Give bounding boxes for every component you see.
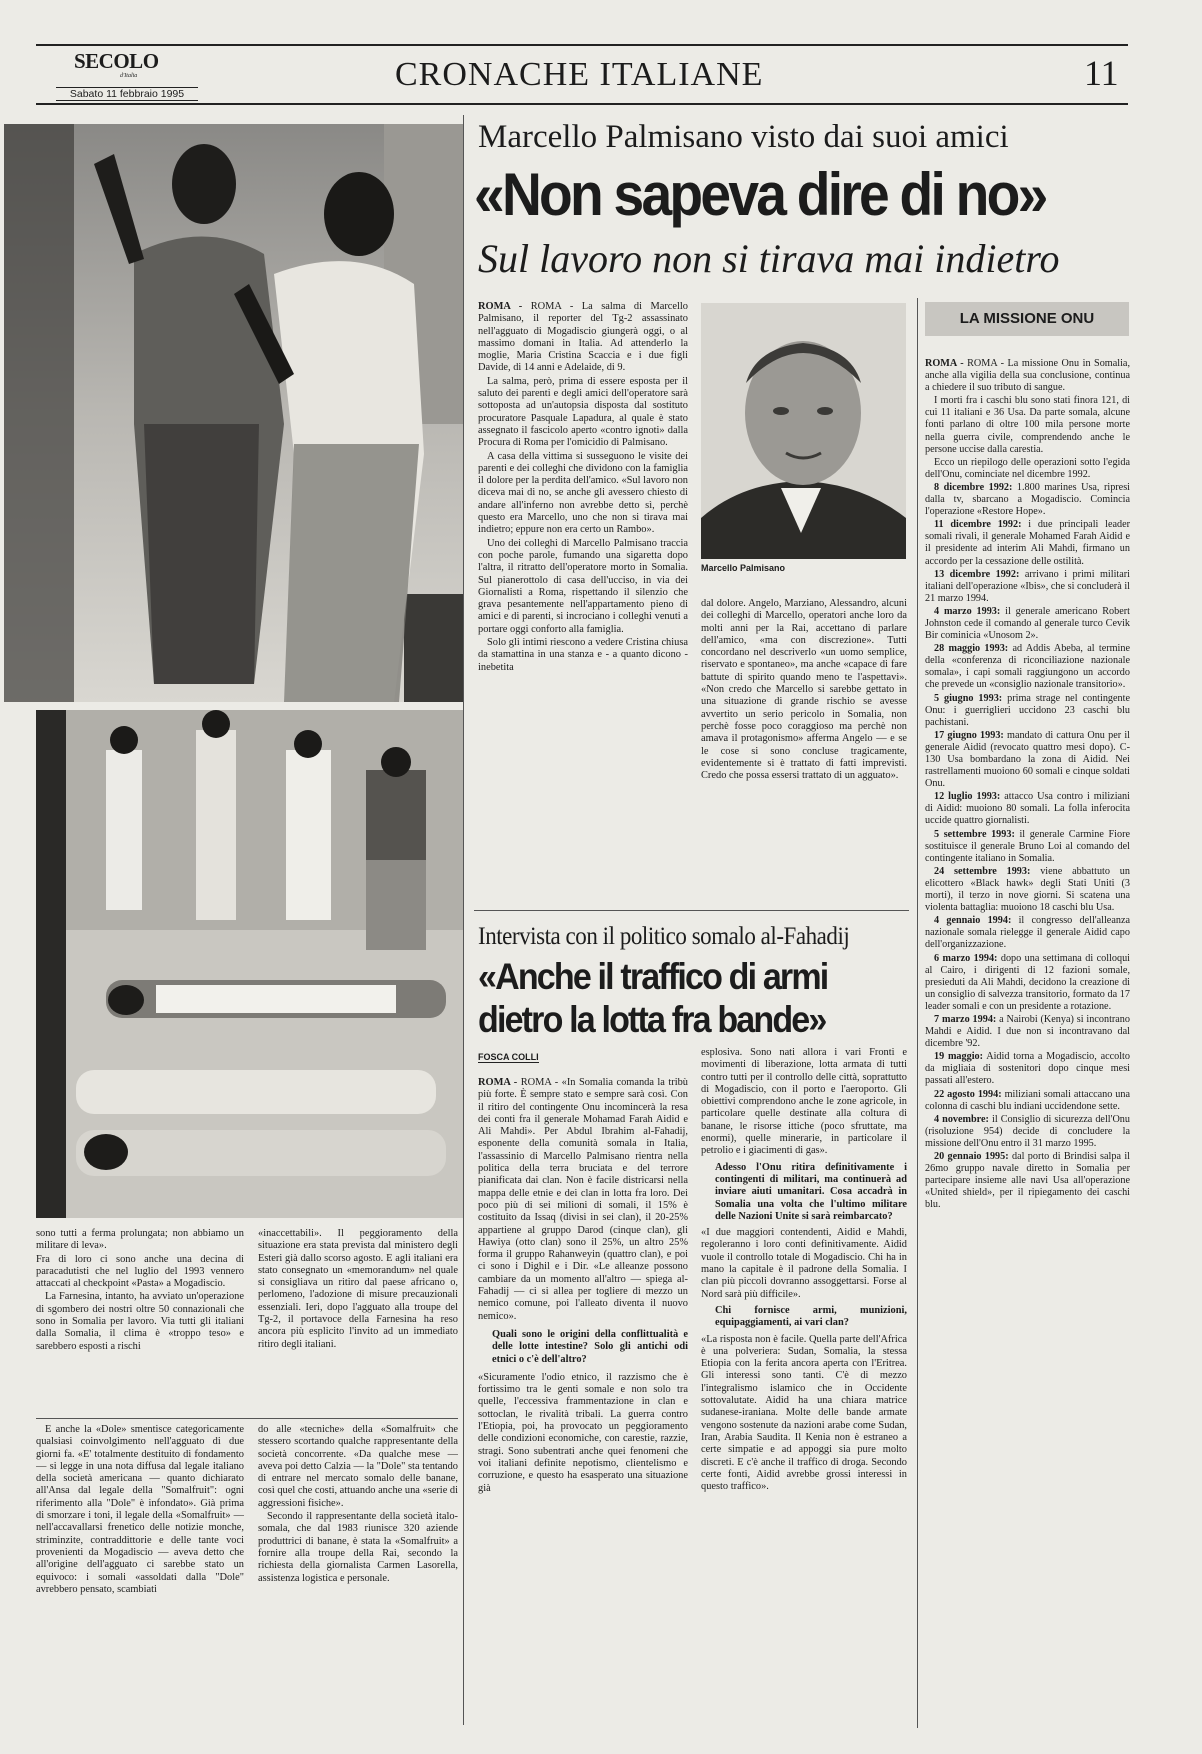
bottom-col1: [36, 1228, 244, 1418]
main-col1-p3: A casa della vittima si susseguono le visite dei parenti e dei colleghi che dividono con la famiglia il dolore per la perdita dell'amico. «Sul lavoro non diceva mai di no, se anche gli avessero chiesto di andare all'inferno non avrebbe detto sì, perchè questo era Marcello, uno che non si tirava mai indietro; eppure non era certo un Rambo».: [478, 450, 688, 536]
timeline-entry-text: dopo una settimana di colloqui al Cairo, i dirigenti di 12 fazioni somale, presieduti da Ali Mahdi, decidono la creazione di un consiglio di salvezza transitorio, formato da 17 leader somali e con un presidente a rotazione.: [925, 952, 1130, 1012]
bottom-col2-p1: «inaccettabili». Il peggioramento della situazione era stata prevista dal ministero degli Esteri già dallo scorso agosto. E agli italiani era stato consegnato un «memorandum» nel quale si consigliava un ritiro dal paese africano o, perlomeno, l'adozione di misure precauzionali essenziali. Ieri, dopo l'agguato alla troupe del Tg-2, il portavoce della Farnesina ha reso ancora più esplicito l'invito ad un immediato ritiro degli italiani.: [258, 1228, 458, 1350]
timeline-entry-text: viene abbattuto un elicottero «Black hawk» degli Stati Uniti (3 morti), il terzo in nove giorni. Si scatena una violenta battaglia: muoiono 18 caschi blu Usa.: [925, 865, 1130, 914]
timeline-entry-date: 24 settembre 1993:: [934, 865, 1031, 877]
interview-col1: [478, 1077, 688, 1727]
timeline-entry-text: arrivano i primi militari italiani dell'operazione «Ibis», che si concluderà il 21 marzo 1994.: [925, 568, 1130, 604]
timeline-entry: [925, 791, 1130, 827]
main-col1-p2: La salma, però, prima di essere esposta per il saluto dei parenti e degli amici dell'operatore sarà sottoposta ad un'autopsia disposta dal sostituto procuratore Pasquale Lapadura, al quale è stato assegnato il fascicolo aperto «contro ignoti» dalla Procura di Roma per l'omicidio di Palmisano.: [478, 375, 688, 449]
timeline-entry-text: Aidid torna a Mogadiscio, accolto da migliaia di sostenitori dopo cinque mesi passati all'estero.: [925, 1051, 1130, 1087]
main-kicker: Marcello Palmisano visto dai suoi amici: [478, 119, 1009, 155]
timeline-entry-date: 19 maggio:: [934, 1051, 984, 1063]
interview-headline-line1: «Anche il traffico di armi: [478, 956, 828, 997]
timeline-entry-text: dal porto di Brindisi salpa il 26mo gruppo navale diretto in Somalia per partecipare insieme alle navi Usa all'operazione «United shield», per il ripiegamento dei caschi blu.: [925, 1151, 1130, 1211]
interview-question-3: Chi fornisce armi, munizioni, equipaggiamenti, ai vari clan?: [715, 1304, 907, 1329]
timeline-entry: [925, 829, 1130, 865]
timeline-entry-date: 4 gennaio 1994:: [934, 915, 1012, 927]
timeline-entry-date: 8 dicembre 1992:: [934, 481, 1013, 493]
issue-date: Sabato 11 febbraio 1995: [56, 87, 198, 101]
bottom-col1-p2: Fra di loro ci sono anche una decina di paracadutisti che nel luglio del 1993 vennero attaccati al checkpoint «Pasta» a Mogadiscio.: [36, 1253, 244, 1290]
bottom-col4-p2: Secondo il rappresentante della società italo-somala, che dal 1983 riunisce 320 aziende produttrici di banane, è stata la «Somalfruit» a fornire alla troupe della Rai, secondo la richiesta della giornalista Carmen Lasorella, assistenza logistica e personale.: [258, 1511, 458, 1584]
timeline-entry: [925, 569, 1130, 605]
interview-col2: [701, 1047, 907, 1727]
timeline-entry-text: ad Addis Abeba, al termine della «conferenza di riconciliazione nazionale somala», i capi somali raggiungono un accordo che prevede un «consiglio nazionale transitorio».: [925, 643, 1130, 691]
timeline-entry-text: a Nairobi (Kenya) si incontrano Mahdi e Aidid. I due non si incontravano dal dicembre '92.: [925, 1013, 1130, 1050]
main-col1-p1: ROMA - ROMA - La salma di Marcello Palmisano, il reporter del Tg-2 assassinato nell'agguato di Mogadiscio giungerà oggi, o al massimo domani in Italia. Ad attenderlo la moglie, Maria Cristina Scaccia e i due figli Davide, di 14 anni e Adelaide, di 9.: [478, 301, 688, 374]
main-article-col1: [478, 301, 688, 901]
portrait-photo: [701, 303, 906, 559]
timeline-entry-date: 5 settembre 1993:: [934, 828, 1015, 840]
timeline-entry-date: 6 marzo 1994:: [934, 952, 998, 964]
timeline-entry-date: 7 marzo 1994:: [934, 1013, 997, 1025]
portrait-caption: Marcello Palmisano: [701, 563, 786, 573]
sidebar-divider: [917, 298, 918, 1728]
bottom-col1-p3: La Farnesina, intanto, ha avviato un'operazione di sgombero dei nostri oltre 50 connazionali che sono in Somalia per lavoro. Via tutti gli italiani dalla Somalia, il clima è «troppo teso» e sarebbero esposti a rischi: [36, 1291, 244, 1352]
interview-question-1: Quali sono le origini della conflittualità e delle lotte intestine? Solo gli antichi odi etnici o c'è dell'altro?: [492, 1328, 688, 1365]
timeline-entry-text: il Consiglio di sicurezza dell'Onu (risoluzione 954) decide di concludere la missione dell'Onu entro il 31 marzo 1995.: [925, 1113, 1130, 1149]
main-col2-p1: dal dolore. Angelo, Marziano, Alessandro, alcuni dei colleghi di Marcello, operatori anche loro da molti anni per la Rai, accettano di parlare dell'amico, «ma con discrezione». Tutti concordano nel descriverlo «un uomo semplice, riservato e spontaneo», ma anche «capace di fare battute di spirito quando meno te l'aspettavi». «Non credo che Marcello si sarebbe gettato in una situazione di grande rischio se avesse avvertito un serio pericolo in Somalia, non perchè fosse poco coraggioso ma perchè non amava il protagonismo» afferma Angelo — e se le cose si sono concluse tragicamente, evidentemente si è trattato di fatti imprevisti. Credo che possa essersi trattato di un agguato».: [701, 598, 907, 782]
timeline-entry: [925, 866, 1130, 914]
bottom-col2: [258, 1228, 458, 1418]
main-col1-p4: Uno dei colleghi di Marcello Palmisano traccia con poche parole, fumando una sigaretta dopo l'altra, il ritratto dell'operatore morto in Somalia. Sul pianerottolo di casa dell'ucciso, in via dei Giornalisti a Roma, rispettando il silenzio che grava pesantemente nell'appartamento pieno di amici e di parenti, si incrociano i colleghi venuti a portare oggi conforto alla famiglia.: [478, 537, 688, 635]
timeline-entry-date: 28 maggio 1993:: [934, 643, 1009, 655]
bottom-col3: [36, 1424, 244, 1724]
timeline-entry-text: mandato di cattura Onu per il generale Aidid (revocato quattro mesi dopo). C-130 Usa bombardano la zona di Aidid. Nei rastrellamenti muoiono 60 somali e cinque soldati Onu.: [925, 729, 1130, 790]
bottom-col4-p1: do alle «tecniche» della «Somalfruit» che stessero scortando qualche rappresentante della società concorrente. «Da qualche mese — aveva poi detto Calzia — la "Dole" sta tentando di entrare nel mercato somalo delle banane, così quel che costi, attuando anche una «serie di aggressioni fisiche».: [258, 1424, 458, 1509]
photo-mourning-women-image: [4, 124, 463, 702]
bottom-col3-p1: E anche la «Dole» smentisce categoricamente qualsiasi coinvolgimento nell'agguato di due giorni fa. «E' totalmente destituito di fondamento — si legge in una nota diffusa dal legale italiano della società americana — quanto dichiarato all'Ansa dal legale della "Somalfruit": ogni riferimento alla "Dole" è infondato». Già prima di smorzare i toni, il legale della «Somalfruit» — nell'accavallarsi frenetico delle notizie monche, striminzite, contraddittorie e delle tante voci provenienti da Mogadiscio — aveva detto che all'origine dell'agguato ci sarebbe stato un equivoco: i somali «assoldati dalla "Dole" avrebbero pensato, scambiati: [36, 1424, 244, 1595]
timeline-entry-text: 1.800 marines Usa, ripresi dalla tv, sbarcano a Mogadiscio. Comincia l'operazione «Restore Hope».: [925, 481, 1130, 518]
sidebar-intro-p3: Ecco un riepilogo delle operazioni sotto l'egida dell'Onu, cominciate nel dicembre 1992.: [925, 456, 1130, 480]
timeline-entry: [925, 1089, 1130, 1113]
photo-bodies-scene-image: [36, 710, 463, 1218]
interview-byline: FOSCA COLLI: [478, 1052, 539, 1062]
sidebar-title: LA MISSIONE ONU: [925, 302, 1129, 336]
timeline-entry-text: il generale americano Robert Johnston cede il comando al generale turco Cevik Bir cominicia «Unosom 2».: [925, 605, 1130, 642]
timeline-entry: [925, 606, 1130, 642]
bottom-col4: [258, 1424, 458, 1724]
interview-col2-p1: esplosiva. Sono nati allora i vari Fronti e movimenti di liberazione, lotta armata di tutti contro tutti per il controllo delle città, soprattutto di Mogadiscio, con il porto e l'aeroporto. Gli obiettivi comprendono anche le zone agricole, in particolare quelle destinate alla coltura di banane, le risorse ittiche (poco sfruttate, ma enormi), quelle minerarie, in particolare il petrolio e i giacimenti di gas».: [701, 1047, 907, 1157]
page-number: 11: [1084, 53, 1119, 93]
bottom-section-rule: [36, 1418, 458, 1419]
main-col1-p5: Solo gli intimi riescono a vedere Cristina chiusa da stamattina in una stanza e - a quanto dicono - inebetita: [478, 637, 688, 673]
timeline-entry-text: il congresso dell'alleanza nazionale somala rielegge il generale Aidid capo dell'organizzazione.: [925, 915, 1130, 951]
timeline-entry-date: 4 novembre:: [934, 1113, 989, 1125]
timeline-entry-date: 20 gennaio 1995:: [934, 1151, 1009, 1162]
main-article-col2: [701, 598, 907, 898]
interview-headline-line2: dietro la lotta fra bande»: [478, 999, 826, 1040]
timeline-entry: [925, 730, 1130, 790]
timeline-entry-text: il generale Carmine Fiore sostituisce il generale Bruno Loi al comando del contingente italiano in Somalia.: [925, 828, 1130, 864]
timeline-entry-date: 12 luglio 1993:: [934, 791, 1001, 803]
sidebar-intro-p1: ROMA - ROMA - La missione Onu in Somalia, anche alla vigilia della sua conclusione, continua a chiedere il suo tributo di sangue.: [925, 358, 1130, 394]
timeline-entry: [925, 643, 1130, 691]
main-subheadline: Sul lavoro non si tirava mai indietro: [478, 236, 1060, 281]
column-divider: [463, 115, 464, 1725]
photo-mourning-women: [4, 124, 463, 702]
timeline-entry-date: 13 dicembre 1992:: [934, 568, 1020, 580]
masthead-top-rule: [36, 44, 1128, 46]
timeline-entry: [925, 1151, 1130, 1211]
photo-bodies-scene: [36, 710, 463, 1218]
timeline-entry-date: 11 dicembre 1992:: [934, 519, 1022, 531]
timeline-entry: [925, 693, 1130, 729]
timeline-entry: [925, 1014, 1130, 1050]
timeline-entry: [925, 915, 1130, 951]
interview-col1-p2: «Sicuramente l'odio etnico, il razzismo che è fortissimo tra le genti somale e non solo tra quelle, l'eccessiva frammentazione in clan e sottoclan, le rivalità tribali. La guerra contro l'Etiopia, poi, ha provocato un peggioramento delle condizioni economiche, con carestie, razzie, stragi. Sono subentrati anche quei fenomeni che voi italiani definite nepotismo, clientelismo e corruzione, e questo ha esasperato una situazione già: [478, 1371, 688, 1494]
timeline-entry-text: attacco Usa contro i miliziani di Aidid: muoiono 80 somali. La folla inferocita uccide quattro giornalisti.: [925, 791, 1130, 827]
portrait-image: [701, 303, 906, 559]
interview-kicker: Intervista con il politico somalo al-Fahadij: [478, 923, 850, 950]
paper-logo-sub: d'Italia: [120, 73, 138, 79]
timeline-entry: [925, 482, 1130, 518]
main-headline: «Non sapeva dire di no»: [474, 161, 1046, 228]
bottom-col1-p1: sono tutti a ferma prolungata; non abbiamo un militare di leva».: [36, 1228, 244, 1252]
interview-col1-p1: ROMA - ROMA - «In Somalia comanda la tribù più forte. È sempre stato e sempre sarà così. Con il ritiro del contingente Onu incomincerà la resa dei conti fra il generale Mohamad Farah Aidid e Ali Mahdi». Per Abdul Ibrahim al-Fahadij, esponente della comunità somala in Italia, l'assassinio di Marcello Palmisano rientra nella politica della terra bruciata e del terrore pianificata dai clan. Non è facile districarsi nella mappa delle etnie e dei clan in lotta fra loro. Dei poco più di sei milioni di somali, il 15% è costituito da Issaq (divisi in sei clan), il 20-25% appartiene al gruppo Darod (cinque clan), gli Hawiya (otto clan) sono il 25%, un altro 25% forma il gruppo Rahanweyin (quattro clan), e poi ci sono i Dighil e i Dir. «Le alleanze possono cambiare da un momento all'altro — spiega al-Fahadij — ci si allea per togliere di mezzo un nemico comune, poi l'alleato diventa il nuovo nemico».: [478, 1077, 688, 1322]
section-title: CRONACHE ITALIANE: [395, 56, 764, 93]
masthead-bottom-rule: [36, 103, 1128, 105]
timeline-entry: [925, 1114, 1130, 1150]
timeline-entry-text: prima strage nel contingente Onu: i guerriglieri uccidono 23 caschi blu pachistani.: [925, 692, 1130, 728]
timeline-entry-date: 22 agosto 1994:: [934, 1088, 1002, 1100]
timeline-entry-text: i due principali leader somali rivali, il generale Mohamed Farah Aidid e il presidente ad interim Ali Mahdi, firmano un accordo per la cessazione delle ostilità.: [925, 519, 1130, 567]
timeline-entry: [925, 953, 1130, 1013]
interview-top-rule: [474, 910, 909, 911]
timeline-entry-date: 5 giugno 1993:: [934, 692, 1003, 704]
sidebar-body: [925, 358, 1130, 1728]
timeline-entry: [925, 1051, 1130, 1087]
interview-col2-p3: «La risposta non è facile. Quella parte dell'Africa è una polveriera: Sudan, Somalia, la stessa Etiopia con la ferita ancora aperta con l'Eritrea. Gli interessi sono tanti. C'è di mezzo l'integralismo islamico che in Occidente sottovalutate. Aidid ha una chiara matrice sudanese-iraniana. Molte delle bande armate vengono sostenute da nazioni arabe come Sudan, Iran, Arabia Saudita. Il Kenia non è estraneo a certe simpatie e ad appoggi sia pure molto discreti. E c'è anche il traffico di droga. Secondo certe fonti, Aidid avrebbe grossi interessi in questo traffico».: [701, 1333, 907, 1493]
timeline-entry-date: 17 giugno 1993:: [934, 729, 1004, 741]
paper-logo: SECOLO: [74, 49, 159, 73]
sidebar-intro-p2: I morti fra i caschi blu sono stati finora 121, di cui 11 italiani e 36 Usa. Da parte somala, alcune fonti parlano di oltre 100 mila persone morte nella guerra civile, comprendendo anche le persone uccise dalla carestia.: [925, 395, 1130, 455]
interview-question-2: Adesso l'Onu ritira definitivamente i contingenti di militari, ma continuerà ad inviare aiuti umanitari. Cosa accadrà in Somalia una volta che l'ultimo militare delle Nazioni Unite si sarà reimbarcato?: [715, 1161, 907, 1222]
interview-col2-p2: «I due maggiori contendenti, Aidid e Mahdi, regoleranno i loro conti definitivamente. Aidid vuole il controllo totale di Mogadiscio. Chi ha in mano la capitale è il padrone della Somalia. I clan più piccoli dovranno assoggettarsi. Forse al Nord sarà più difficile».: [701, 1227, 907, 1300]
timeline-entry: [925, 519, 1130, 567]
timeline-entry-text: miliziani somali attaccano una colonna di caschi blu indiani uccidendone sette.: [925, 1088, 1130, 1112]
timeline-entry-date: 4 marzo 1993:: [934, 605, 1001, 617]
